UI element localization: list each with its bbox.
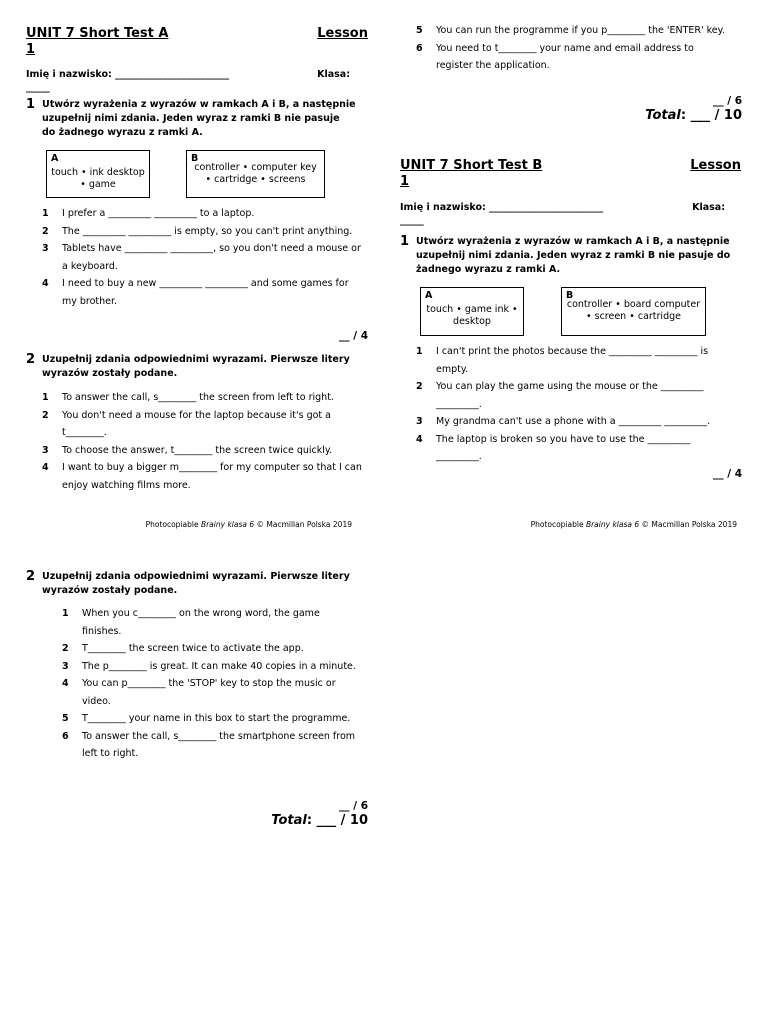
test-b-lesson: Lesson — [690, 158, 741, 173]
test-a-ex2-score: __ / 6 — [713, 95, 742, 107]
test-a-name-row — [26, 68, 368, 81]
test-a-ex2-heading — [26, 353, 371, 381]
list-item: 6 To answer the call, s________ the smartphone screen from left to right. — [62, 730, 356, 759]
list-item: 5 You can run the programme if you p________ the 'ENTER' key. — [416, 25, 725, 36]
test-a-box-b-label: B — [191, 153, 199, 164]
list-item: 5 T________ your name in this box to start the programme. — [62, 713, 351, 724]
list-item: 4 You can p________ the 'STOP' key to stop the music or video. — [62, 678, 336, 707]
list-item: 6 You need to t________ your name and email address to register the application. — [416, 42, 694, 71]
test-b-title: UNIT 7 Short Test B — [400, 158, 543, 173]
test-b-name-cont: _____ — [400, 215, 424, 226]
test-a-class-label: Klasa: — [317, 69, 350, 80]
list-item: 4 I want to buy a bigger m________ for my computer so that I can enjoy watching films more. — [42, 462, 362, 491]
list-item: 2 T________ the screen twice to activate the app. — [62, 643, 304, 654]
list-item: 1 I prefer a _________ _________ to a laptop. — [42, 208, 255, 219]
list-item: 1 When you c________ on the wrong word, the game finishes. — [62, 608, 320, 637]
test-a-box-b — [186, 150, 325, 198]
test-a — [26, 26, 368, 94]
test-a-box-a-label: A — [51, 153, 59, 164]
test-a-box-a — [46, 150, 150, 198]
test-a-ex2-items — [42, 389, 367, 494]
test-b-name-label: Imię i nazwisko: ________________________ — [400, 202, 604, 213]
test-b-total: Total: ___ / 10 — [271, 813, 368, 828]
test-b-ex2-items — [62, 605, 362, 763]
test-b-ex1-instruction: Utwórz wyrażenia z wyrazów w ramkach A i B, a następnie uzupełnij nimi zdania. Jeden wyraz z ramki B nie pasuje do żadnego wyrazu z ramki A. — [416, 236, 731, 275]
test-a-title-row — [26, 26, 368, 42]
test-b-ex1-heading — [400, 235, 735, 277]
test-b-box-b-label: B — [566, 290, 574, 301]
test-a-total: Total: ___ / 10 — [645, 108, 742, 123]
test-b-class-label: Klasa: — [692, 202, 725, 213]
test-a-ex2-number: 2 — [26, 352, 36, 367]
test-b-box-a-label: A — [425, 290, 433, 301]
test-a-box-b-words: controller • computer key • cartridge • screens — [194, 162, 317, 185]
test-a-footer: Photocopiable Brainy klasa 6 © Macmillan Polska 2019 — [145, 520, 352, 529]
test-b-ex2-score: __ / 6 — [339, 800, 368, 812]
test-b — [400, 158, 741, 227]
list-item: 3 Tablets have _________ _________, so you don't need a mouse or a keyboard. — [42, 243, 361, 272]
list-item: 1 I can't print the photos because the _________ _________ is empty. — [416, 346, 709, 375]
test-a-lesson-number: 1 — [26, 42, 36, 57]
test-b-box-a-words: touch • game ink • desktop — [426, 304, 518, 327]
list-item: 2 You don't need a mouse for the laptop because it's got a t________. — [42, 409, 331, 438]
test-a-lesson: Lesson — [317, 26, 368, 41]
list-item: 2 The _________ _________ is empty, so you can't print anything. — [42, 225, 353, 237]
test-a-ex1-heading — [26, 98, 356, 140]
test-a-ex2-items-continued — [416, 22, 731, 75]
test-b-footer: Photocopiable Brainy klasa 6 © Macmillan Polska 2019 — [530, 520, 737, 529]
test-b-ex2-instruction: Uzupełnij zdania odpowiednimi wyrazami. Pierwsze litery wyrazów zostały podane. — [42, 571, 350, 596]
list-item: 3 The p________ is great. It can make 40 copies in a minute. — [62, 660, 356, 672]
test-a-name-label: Imię i nazwisko: ________________________ — [26, 69, 230, 80]
list-item: 2 You can play the game using the mouse or the _________ _________. — [416, 381, 704, 410]
test-a-box-a-words: touch • ink desktop • game — [51, 167, 145, 190]
test-a-ex1-instruction: Utwórz wyrażenia z wyrazów w ramkach A i B, a następnie uzupełnij nimi zdania. Jeden wyraz z ramki B nie pasuje do żadnego wyrazu z ramki A. — [42, 99, 356, 138]
test-a-ex1-score: __ / 4 — [339, 330, 368, 342]
test-b-ex1-items — [416, 343, 734, 466]
test-a-ex1-number: 1 — [26, 97, 36, 112]
test-b-ex2-number: 2 — [26, 569, 36, 584]
list-item: 1 To answer the call, s________ the screen from left to right. — [42, 392, 334, 403]
test-b-title-row — [400, 158, 741, 174]
test-b-lesson-number: 1 — [400, 174, 410, 189]
list-item: 3 My grandma can't use a phone with a _________ _________. — [416, 416, 711, 427]
test-b-ex1-number: 1 — [400, 234, 410, 249]
test-b-ex2-heading — [26, 570, 371, 598]
test-a-ex1-items — [42, 205, 362, 310]
test-b-box-b-words: controller • board computer • screen • cartridge — [566, 299, 701, 322]
list-item: 4 The laptop is broken so you have to use the _________ _________. — [416, 433, 691, 462]
test-a-title: UNIT 7 Short Test A — [26, 26, 169, 41]
test-b-ex1-score: __ / 4 — [713, 468, 742, 480]
test-b-box-b — [561, 287, 706, 336]
list-item: 4 I need to buy a new _________ _________ and some games for my brother. — [42, 278, 349, 307]
list-item: 3 To choose the answer, t________ the screen twice quickly. — [42, 444, 333, 456]
test-b-name-row — [400, 201, 741, 214]
test-a-ex2-instruction: Uzupełnij zdania odpowiednimi wyrazami. Pierwsze litery wyrazów zostały podane. — [42, 354, 350, 379]
test-b-box-a — [420, 287, 524, 336]
test-a-name-cont: _____ — [26, 82, 50, 93]
